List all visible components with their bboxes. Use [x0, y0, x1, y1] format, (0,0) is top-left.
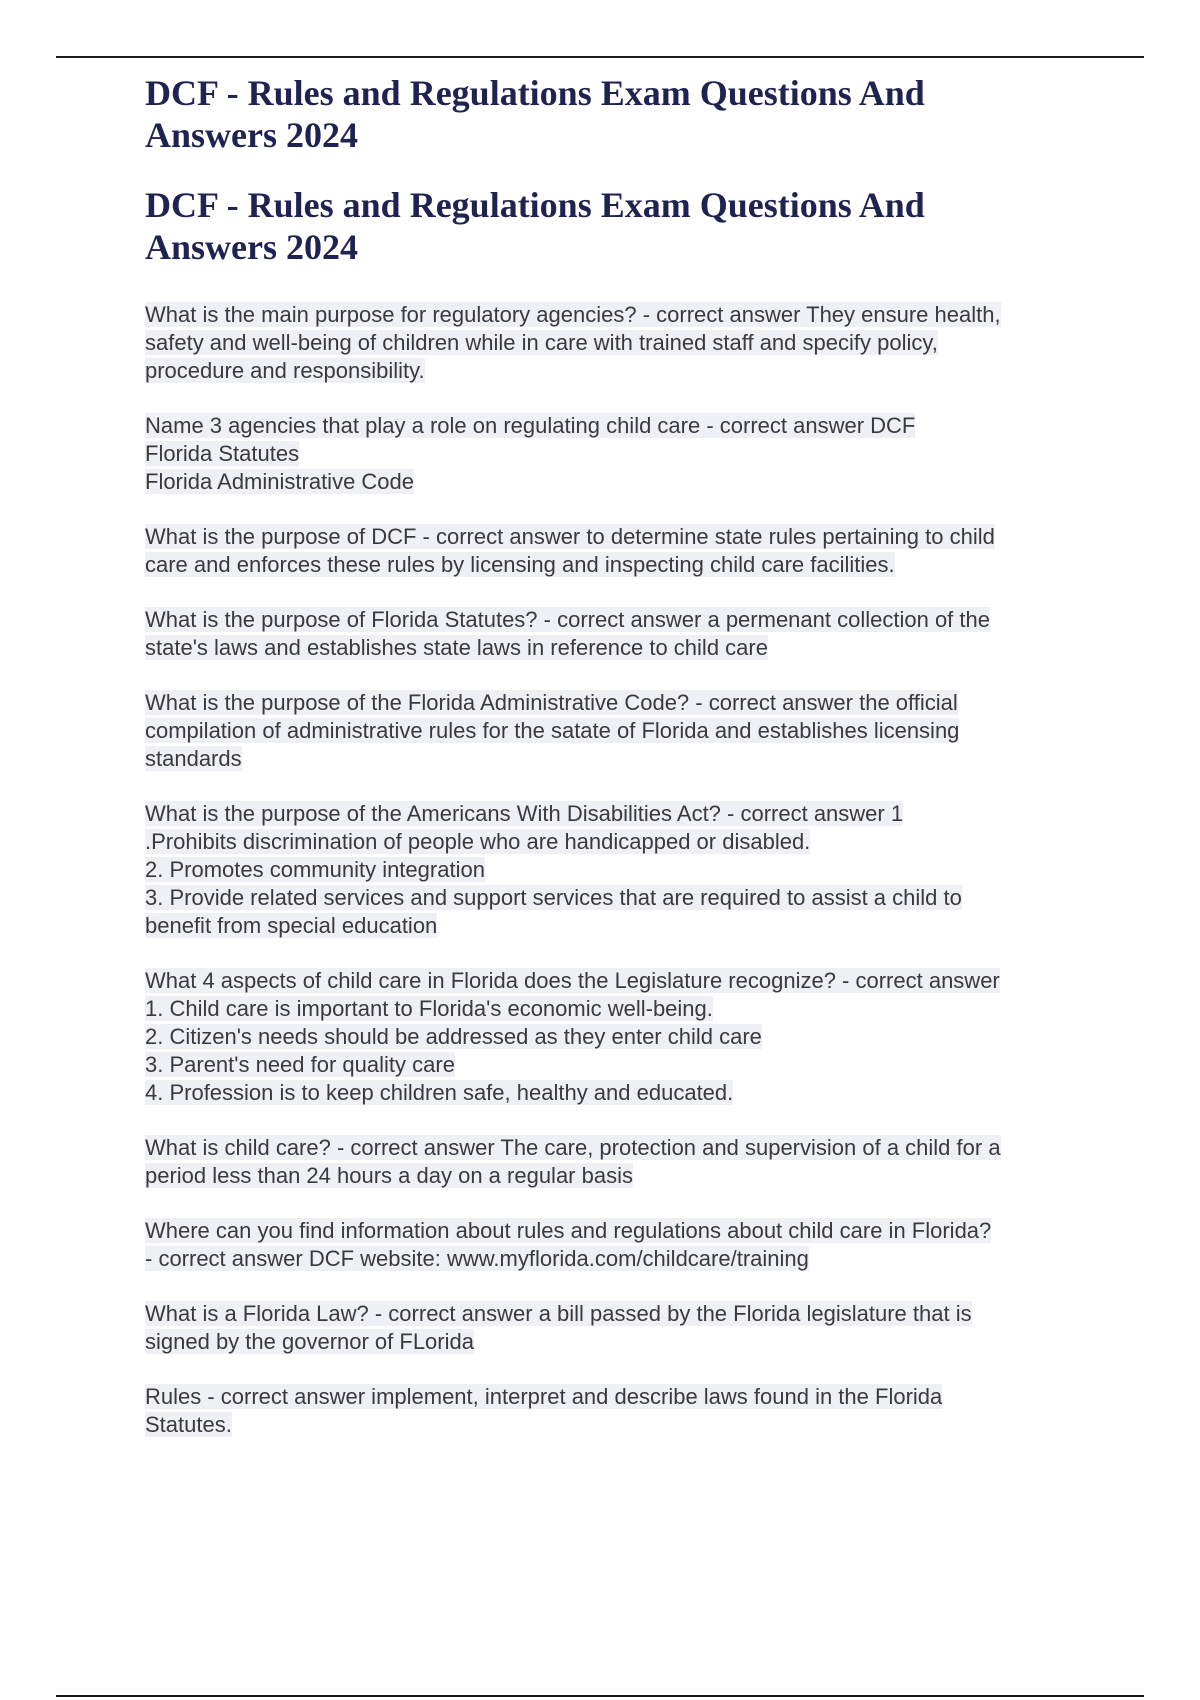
qa-line-text: What is child care? - correct answer The care, protection and supervision of a child for a [145, 1135, 1001, 1160]
qa-line [145, 1411, 1095, 1439]
qa-line [145, 1134, 1095, 1162]
qa-line [145, 912, 1095, 940]
title-line: DCF - Rules and Regulations Exam Questions And [145, 73, 925, 113]
qa-item [145, 800, 1095, 940]
bottom-divider [56, 1695, 1144, 1697]
qa-line [145, 1328, 1095, 1356]
qa-line-text: 3. Provide related services and support services that are required to assist a child to [145, 885, 962, 910]
qa-line-text: state's laws and establishes state laws in reference to child care [145, 635, 768, 660]
qa-line [145, 828, 1095, 856]
qa-line-text: 4. Profession is to keep children safe, healthy and educated. [145, 1080, 734, 1105]
qa-item [145, 1134, 1095, 1190]
qa-line [145, 1051, 1095, 1079]
qa-line-text: 1. Child care is important to Florida's economic well-being. [145, 996, 713, 1021]
qa-line [145, 523, 1095, 551]
qa-line-text: care and enforces these rules by licensing and inspecting child care facilities. [145, 552, 895, 577]
qa-list [145, 301, 1095, 1439]
qa-line [145, 995, 1095, 1023]
qa-line [145, 1079, 1095, 1107]
qa-line [145, 412, 1095, 440]
qa-line [145, 634, 1095, 662]
qa-line-text: benefit from special education [145, 913, 438, 938]
top-divider [56, 56, 1144, 58]
qa-line-text: safety and well-being of children while in care with trained staff and specify policy, [145, 330, 938, 355]
qa-line [145, 1162, 1095, 1190]
qa-item [145, 967, 1095, 1107]
qa-line [145, 1023, 1095, 1051]
qa-item [145, 1383, 1095, 1439]
qa-line-text: - correct answer DCF website: www.myflorida.com/childcare/training [145, 1246, 809, 1271]
qa-line [145, 745, 1095, 773]
qa-line [145, 1217, 1095, 1245]
qa-line-text: What is the main purpose for regulatory agencies? - correct answer They ensure health, [145, 302, 1001, 327]
qa-line [145, 551, 1095, 579]
document-body [145, 72, 1095, 1439]
qa-line-text: What is the purpose of DCF - correct answer to determine state rules pertaining to child [145, 524, 995, 549]
qa-line-text: What is a Florida Law? - correct answer a bill passed by the Florida legislature that is [145, 1301, 972, 1326]
qa-line-text: What is the purpose of the Americans With Disabilities Act? - correct answer 1 [145, 801, 904, 826]
qa-line [145, 800, 1095, 828]
qa-line [145, 689, 1095, 717]
qa-line-text: What 4 aspects of child care in Florida does the Legislature recognize? - correct answer [145, 968, 1000, 993]
qa-line-text: .Prohibits discrimination of people who are handicapped or disabled. [145, 829, 811, 854]
qa-line [145, 301, 1095, 329]
qa-line-text: What is the purpose of Florida Statutes? - correct answer a permenant collection of the [145, 607, 990, 632]
qa-item [145, 689, 1095, 773]
title-line: Answers 2024 [145, 115, 358, 155]
qa-line-text: 3. Parent's need for quality care [145, 1052, 455, 1077]
qa-line [145, 856, 1095, 884]
qa-line-text: procedure and responsibility. [145, 358, 425, 383]
qa-line-text: 2. Citizen's needs should be addressed as they enter child care [145, 1024, 762, 1049]
qa-line-text: Florida Statutes [145, 441, 300, 466]
qa-item [145, 412, 1095, 496]
qa-line-text: 2. Promotes community integration [145, 857, 485, 882]
document-subtitle [145, 184, 1095, 268]
qa-item [145, 1300, 1095, 1356]
document-title [145, 72, 1095, 156]
qa-line [145, 967, 1095, 995]
qa-line-text: Statutes. [145, 1412, 232, 1437]
qa-line-text: Rules - correct answer implement, interpret and describe laws found in the Florida [145, 1384, 943, 1409]
qa-line [145, 1245, 1095, 1273]
qa-line [145, 606, 1095, 634]
qa-line-text: Where can you find information about rules and regulations about child care in Florida? [145, 1218, 992, 1243]
qa-item [145, 1217, 1095, 1273]
qa-line [145, 357, 1095, 385]
qa-item [145, 301, 1095, 385]
qa-line [145, 468, 1095, 496]
qa-line-text: compilation of administrative rules for the satate of Florida and establishes licensing [145, 718, 960, 743]
qa-line [145, 884, 1095, 912]
subtitle-line: Answers 2024 [145, 227, 358, 267]
qa-line-text: Florida Administrative Code [145, 469, 415, 494]
qa-line-text: period less than 24 hours a day on a regular basis [145, 1163, 633, 1188]
qa-line [145, 1383, 1095, 1411]
qa-line [145, 440, 1095, 468]
qa-item [145, 523, 1095, 579]
qa-line-text: standards [145, 746, 242, 771]
qa-line [145, 717, 1095, 745]
qa-line [145, 329, 1095, 357]
qa-item [145, 606, 1095, 662]
qa-line-text: Name 3 agencies that play a role on regulating child care - correct answer DCF [145, 413, 916, 438]
qa-line-text: What is the purpose of the Florida Administrative Code? - correct answer the official [145, 690, 958, 715]
qa-line [145, 1300, 1095, 1328]
subtitle-line: DCF - Rules and Regulations Exam Questions And [145, 185, 925, 225]
qa-line-text: signed by the governor of FLorida [145, 1329, 474, 1354]
